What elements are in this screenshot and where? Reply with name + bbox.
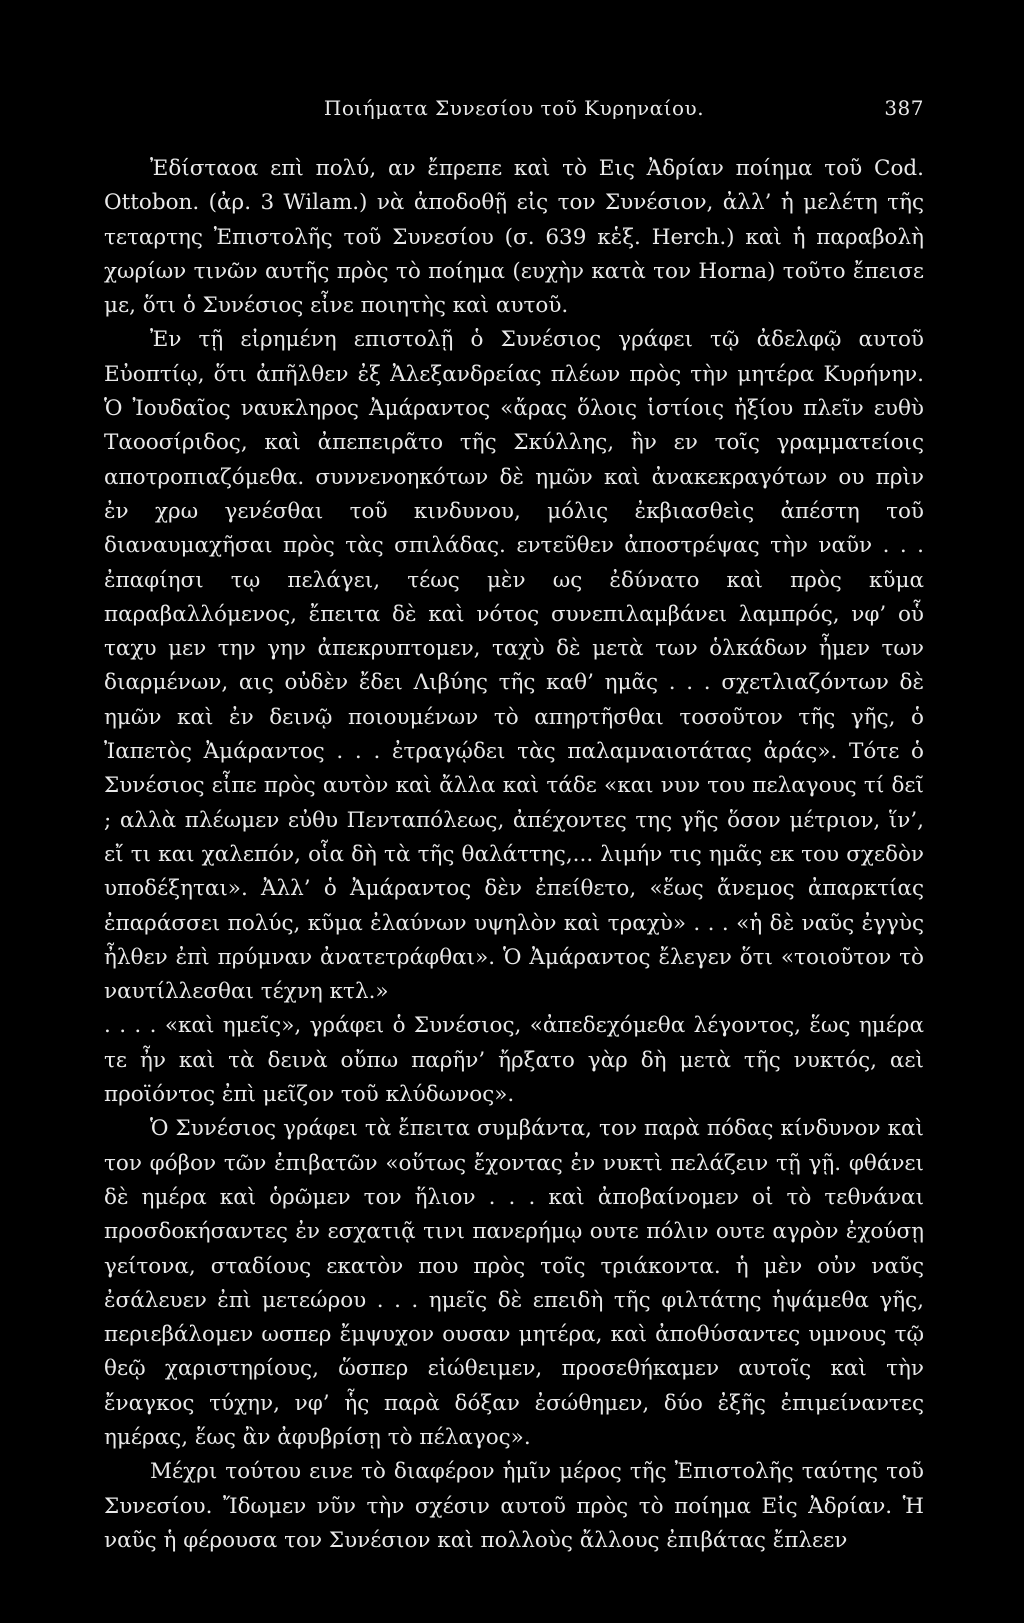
running-title: Ποιήματα Συνεσίου τοῦ Κυρηναίου.: [323, 96, 705, 120]
page-number: 387: [884, 96, 924, 120]
book-page: [104, 96, 924, 1558]
paragraph-5: Μέχρι τούτου εινε τὸ διαφέρον ἡμῖν μέρος τῆς Ἐπιστολῆς ταύτης τοῦ Συνεσίου. Ἴδωμεν νῦν τὴν σχέσιν αυτοῦ πρὸς τὸ ποίημα Εἰς Ἀδρίαν. Ἡ ναῦς ἡ φέρουσα τον Συνέσιον καὶ πολλοὺς ἄλλους ἐπιβάτας ἔπλεεν: [104, 1459, 924, 1553]
body-text: [104, 152, 924, 1558]
paragraph-3: . . . . «καὶ ημεῖς», γράφει ὁ Συνέσιος, «ἀπεδεχόμεθα λέγοντος, ἕως ημέρα τε ἦν καὶ τὰ δεινὰ οὔπω παρῆν’ ἤρξατο γὰρ δὴ μετὰ τῆς νυκτός, αεὶ προϊόντος ἐπὶ μεῖζον τοῦ κλύδωνος».: [104, 1013, 924, 1108]
running-head: [104, 96, 924, 130]
paragraph-4: Ὁ Συνέσιος γράφει τὰ ἔπειτα συμβάντα, τον παρὰ πόδας κίνδυνον καὶ τον φόβον τῶν ἐπιβατῶν «οὕτως ἔχοντας ἐν νυκτὶ πελάζειν τῇ γῇ. φθάνει δὲ ημέρα καὶ ὁρῶμεν τον ἥλιον . . . καὶ ἀποβαίνομεν οἱ τὸ τεθνάναι προσδοκήσαντες ἐν εσχατιᾷ τινι πανερήμῳ ουτε πόλιν ουτε αγρὸν ἐχούσῃ γείτονα, σταδίους εκατὸν που πρὸς τοῖς τριάκοντα. ἡ μὲν οὐν ναῦς ἐσάλευεν ἐπὶ μετεώρου . . . ημεῖς δὲ επειδὴ τῆς φιλτάτης ἡψάμεθα γῆς, περιεβάλομεν ωσπερ ἔμψυχον ουσαν μητέρα, καὶ ἀποθύσαντες υμνους τῷ θεῷ χαριστηρίους, ὥσπερ εἰώθειμεν, προσεθήκαμεν αυτοῖς καὶ τὴν ἔναγκος τύχην, νφ’ ἧς παρὰ δόξαν ἐσώθημεν, δύο ἐξῆς ἐπιμείναντες ημέρας, ἕως ἂν ἀφυβρίσῃ τὸ πέλαγος».: [104, 1116, 924, 1450]
paragraph-2: Ἐν τῇ εἰρημένη επιστολῇ ὁ Συνέσιος γράφει τῷ ἀδελφῷ αυτοῦ Εὐοπτίῳ, ὅτι ἀπῆλθεν ἐξ Ἀλεξανδρείας πλέων πρὸς τὴν μητέρα Κυρήνην. Ὁ Ἰουδαῖος ναυκληρος Ἀμάραντος «ἄρας ὅλοις ἱστίοις ἠξίου πλεῖν ευθὺ Ταοοσίριδος, καὶ ἀπεπειρᾶτο τῆς Σκύλλης, ἣν εν τοῖς γραμματείοις αποτροπιαζόμεθα. συννενοηκότων δὲ ημῶν καὶ ἀνακεκραγότων ου πρὶν ἐν χρω γενέσθαι τοῦ κινδυνου, μόλις ἐκβιασθεὶς ἀπέστη τοῦ διαναυμαχῆσαι πρὸς τὰς σπιλάδας. εντεῦθεν ἀποστρέψας τὴν ναῦν . . . ἐπαφίησι τῳ πελάγει, τέως μὲν ως ἐδύνατο καὶ πρὸς κῦμα παραβαλλόμενος, ἔπειτα δὲ καὶ νότος συνεπιλαμβάνει λαμπρός, νφ’ οὗ ταχυ μεν την γην ἀπεκρυπτομεν, ταχὺ δὲ μετὰ των ὁλκάδων ἦμεν των διαρμένων, αις οὐδὲν ἔδει Λιβύης τῆς καθ’ ημᾶς . . . σχετλιαζόντων δὲ ημῶν καὶ ἐν δεινῷ ποιουμένων τὸ απηρτῆσθαι τοσοῦτον τῆς γῆς, ὁ Ἰαπετὸς Ἀμάραντος . . . ἐτραγῴδει τὰς παλαμναιοτάτας ἀράς». Τότε ὁ Συνέσιος εἶπε πρὸς αυτὸν καὶ ἄλλα καὶ τάδε «και νυν του πελαγους τί δεῖ ; αλλὰ πλέωμεν εὐθυ Πενταπόλεως, ἀπέχοντες της γῆς ὅσον μέτριον, ἵν’, εἴ τι και χαλεπόν, οἷα δὴ τὰ τῆς θαλάττης,... λιμήν τις ημᾶς εκ του σχεδὸν υποδέξηται». Ἀλλ’ ὁ Ἀμάραντος δὲν ἐπείθετο, «ἕως ἄνεμος ἀπαρκτίας ἐπαράσσει πολύς, κῦμα ἐλαύνων υψηλὸν καὶ τραχὺ» . . . «ἡ δὲ ναῦς ἐγγὺς ἦλθεν ἐπὶ πρύμναν ἀνατετράφθαι». Ὁ Ἀμάραντος ἔλεγεν ὅτι «τοιοῦτον τὸ ναυτίλλεσθαι τέχνη κτλ.»: [104, 327, 924, 1005]
paragraph-1: Ἐδίσταοα επὶ πολύ, αν ἔπρεπε καὶ τὸ Εις Ἀδρίαν ποίημα τοῦ Cod. Ottobon. (ἀρ. 3 Wilam.) νὰ ἀποδοθῇ εἰς τον Συνέσιον, ἀλλ’ ἡ μελέτη τῆς τεταρτης Ἐπιστολῆς τοῦ Συνεσίου (σ. 639 κἑξ. Herch.) καὶ ἡ παραβολὴ χωρίων τινῶν αυτῆς πρὸς τὸ ποίημα (ευχὴν κατὰ τον Horna) τοῦτο ἔπεισε με, ὅτι ὁ Συνέσιος εἶνε ποιητὴς καὶ αυτοῦ.: [104, 156, 924, 319]
